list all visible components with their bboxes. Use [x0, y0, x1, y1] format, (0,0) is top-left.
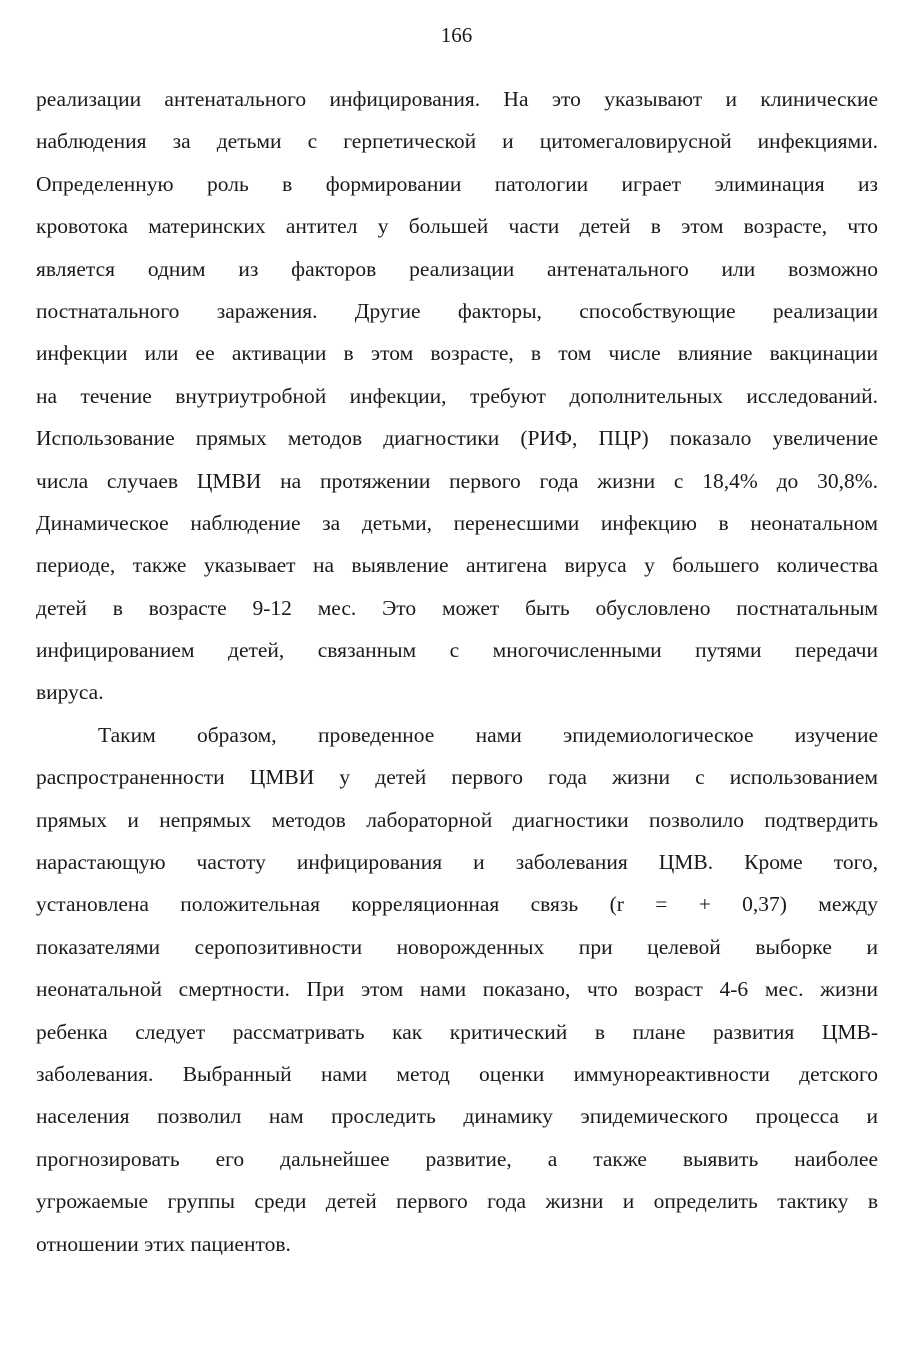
text-line: Использование прямых методов диагностики (РИФ, ПЦР) показало увеличение [36, 426, 878, 451]
text-line: является одним из факторов реализации антенатального или возможно [36, 256, 878, 281]
text-line: Таким образом, проведенное нами эпидемиологическое изучение [98, 722, 878, 747]
text-line: Определенную роль в формировании патологии играет элиминация из [36, 171, 878, 196]
text-line: неонатальной смертности. При этом нами показано, что возраст 4-6 мес. жизни [36, 977, 878, 1002]
text-line: ребенка следует рассматривать как критический в плане развития ЦМВ- [36, 1019, 878, 1044]
text-line: распространенности ЦМВИ у детей первого года жизни с использованием [36, 765, 878, 790]
text-line: инфицированием детей, связанным с многочисленными путями передачи [36, 638, 878, 663]
text-line: отношении этих пациентов. [36, 1231, 291, 1256]
paragraph-1 [36, 78, 878, 714]
text-line: прогнозировать его дальнейшее развитие, а также выявить наиболее [36, 1146, 878, 1171]
text-line: наблюдения за детьми с герпетической и цитомегаловирусной инфекциями. [36, 129, 878, 154]
text-line: числа случаев ЦМВИ на протяжении первого года жизни с 18,4% до 30,8%. [36, 468, 878, 493]
text-line: периоде, также указывает на выявление антигена вируса у большего количества [36, 553, 878, 578]
paragraph-2 [36, 714, 878, 1265]
text-line: населения позволил нам проследить динамику эпидемического процесса и [36, 1104, 878, 1129]
text-line: Динамическое наблюдение за детьми, перенесшими инфекцию в неонатальном [36, 510, 878, 535]
text-line: на течение внутриутробной инфекции, требуют дополнительных исследований. [36, 383, 878, 408]
page-number: 166 [440, 23, 473, 47]
text-line: угрожаемые группы среди детей первого года жизни и определить тактику в [36, 1189, 878, 1214]
text-line: детей в возрасте 9-12 мес. Это может быть обусловлено постнатальным [36, 595, 878, 620]
body-text [36, 78, 878, 1265]
text-line: установлена положительная корреляционная связь (r = + 0,37) между [36, 892, 878, 917]
text-line: кровотока материнских антител у большей части детей в этом возрасте, что [36, 214, 878, 239]
text-line: показателями серопозитивности новорожденных при целевой выборке и [36, 934, 878, 959]
text-line: инфекции или ее активации в этом возрасте, в том числе влияние вакцинации [36, 341, 878, 366]
text-line: заболевания. Выбранный нами метод оценки иммунореактивности детского [36, 1061, 878, 1086]
text-line: прямых и непрямых методов лабораторной диагностики позволило подтвердить [36, 807, 878, 832]
text-line: вируса. [36, 680, 104, 705]
text-line: нарастающую частоту инфицирования и заболевания ЦМВ. Кроме того, [36, 850, 878, 875]
text-line: реализации антенатального инфицирования. На это указывают и клинические [36, 87, 878, 111]
text-line: постнатального заражения. Другие факторы, способствующие реализации [36, 298, 878, 323]
